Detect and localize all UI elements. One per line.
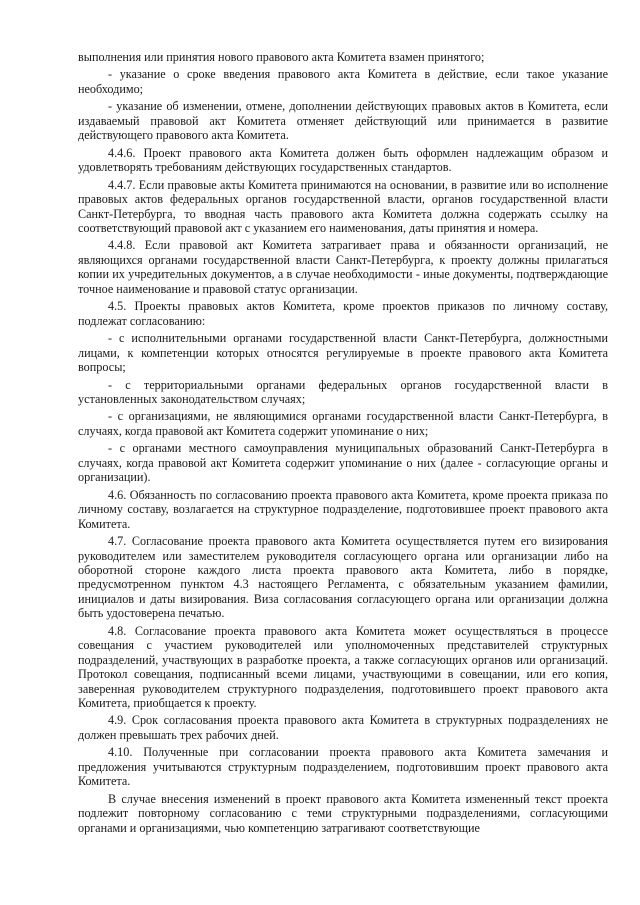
paragraph-approval-territorial: - с территориальными органами федеральных органов государственной власти в установленных законодательством случаях; xyxy=(78,377,608,406)
paragraph-changes: В случае внесения изменений в проект правового акта Комитета измененный текст проекта подлежит повторному согласованию с теми структурными подразделениями, согласующими органами и организациями, чью компетенцию затрагивают соответствующие xyxy=(78,791,608,835)
paragraph-4-6: 4.6. Обязанность по согласованию проекта правового акта Комитета, кроме проекта приказа по личному составу, возлагается на структурное подразделение, подготовившее проект правового акта Комитета. xyxy=(78,487,608,531)
paragraph-4-8: 4.8. Согласование проекта правового акта Комитета может осуществляться в процессе совещания с участием руководителей или уполномоченных представителей структурных подразделений, участвующих в разработке проекта, а также согласующих органов или организаций. Протокол совещания, подписанный всеми лицами, участвующими в совещании, или его копия, заверенная руководителем структурного подразделения, подготовившего проект правового акта Комитета, приобщается к проекту. xyxy=(78,623,608,711)
paragraph-4-4-7: 4.4.7. Если правовые акты Комитета принимаются на основании, в развитие или во исполнение правовых актов федеральных органов государственной власти, органов государственной власти Санкт-Петербурга, то вводная часть правового акта Комитета должна содержать ссылку на соответствующий правовой акт с указанием его наименования, даты принятия и номера. xyxy=(78,177,608,235)
paragraph-effective-date: - указание о сроке введения правового акта Комитета в действие, если такое указание необходимо; xyxy=(78,67,608,96)
paragraph-4-4-6: 4.4.6. Проект правового акта Комитета должен быть оформлен надлежащим образом и удовлетворять требованиям действующих государственных стандартов. xyxy=(78,145,608,175)
paragraph-4-10: 4.10. Полученные при согласовании проекта правового акта Комитета замечания и предложения учитываются структурным подразделением, подготовившим проект правового акта Комитета. xyxy=(78,745,608,789)
paragraph-approval-executive: - с исполнительными органами государственной власти Санкт-Петербурга, должностными лицами, к компетенции которых относятся регулируемые в проекте правового акта Комитета вопросы; xyxy=(78,331,608,375)
paragraph-4-4-8: 4.4.8. Если правовой акт Комитета затрагивает права и обязанности организаций, не являющихся органами государственной власти Санкт-Петербурга, к проекту должны прилагаться копии их учредительных документов, а в случае необходимости - иные документы, подтверждающие точное наименование и правовой статус организации. xyxy=(78,238,608,296)
paragraph-approval-organizations: - с организациями, не являющимися органами государственной власти Санкт-Петербурга, в случаях, когда правовой акт Комитета содержит упоминание о них; xyxy=(78,409,608,438)
paragraph-approval-local-government: - с органами местного самоуправления муниципальных образований Санкт-Петербурга в случаях, когда правовой акт Комитета содержит упоминание о них (далее - согласующие органы и организации). xyxy=(78,441,608,485)
paragraph-4-9: 4.9. Срок согласования проекта правового акта Комитета в структурных подразделениях не должен превышать трех рабочих дней. xyxy=(78,713,608,742)
paragraph-continuation: выполнения или принятия нового правового акта Комитета взамен принятого; xyxy=(78,50,485,64)
paragraph-amendment-note: - указание об изменении, отмене, дополнении действующих правовых актов в Комитета, если издаваемый правовой акт Комитета отменяет действующий или принимается в развитие действующего правового акта Комитета. xyxy=(78,99,608,143)
paragraph-4-5: 4.5. Проекты правовых актов Комитета, кроме проектов приказов по личному составу, подлежат согласованию: xyxy=(78,299,608,328)
paragraph-4-7: 4.7. Согласование проекта правового акта Комитета осуществляется путем его визирования руководителем или заместителем руководителя согласующего органа или организации либо на оборотной стороне каждого листа проекта правового акта Комитета, либо в порядке, предусмотренном пунктом 4.3 настоящего Регламента, с обязательным указанием фамилии, инициалов и даты визирования. Виза согласования согласующего органа или организации должна быть удостоверена печатью. xyxy=(78,534,608,621)
